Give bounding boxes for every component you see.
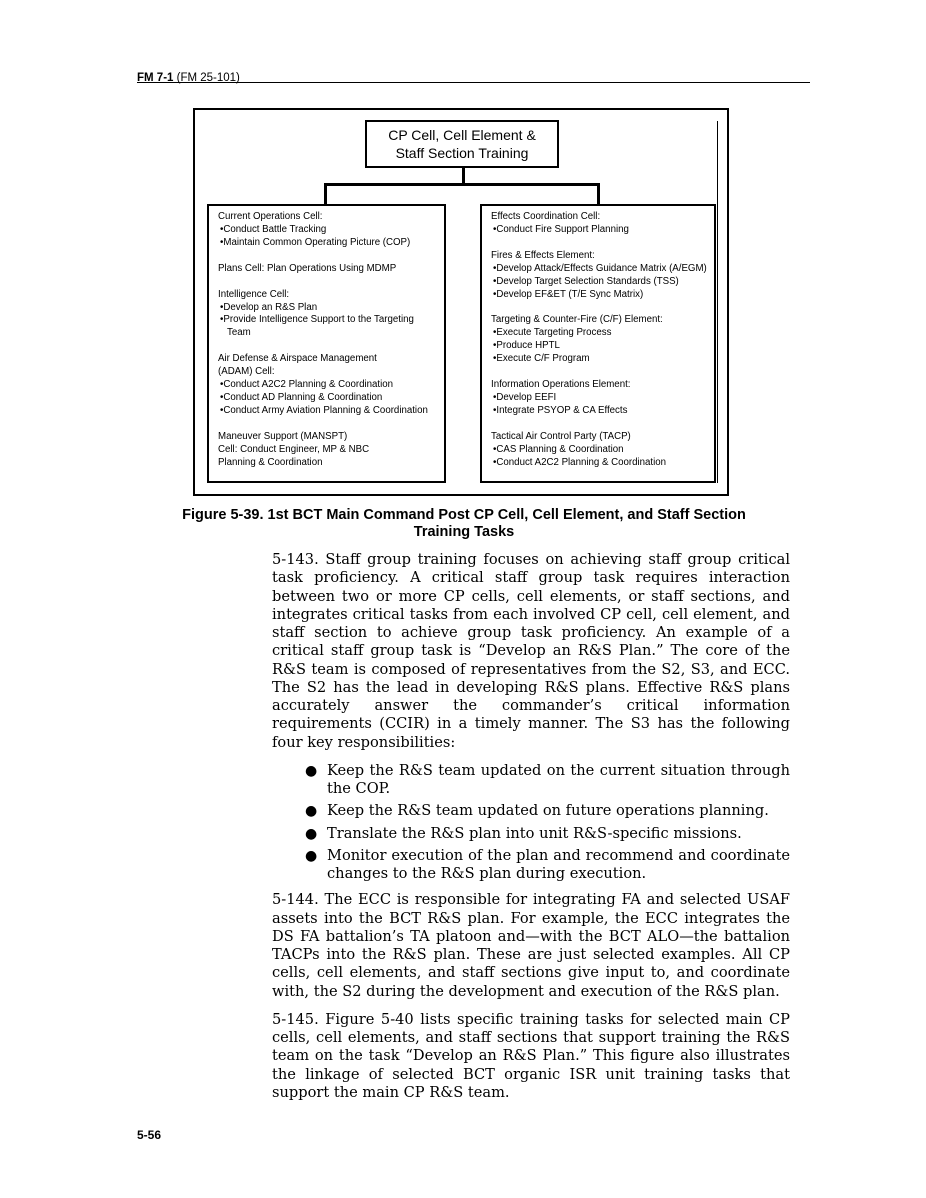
bullet-icon: ● <box>305 825 318 842</box>
caption-line2: Training Tasks <box>413 524 515 540</box>
figure-inner-line <box>717 121 718 483</box>
right-task-panel <box>480 204 716 483</box>
task-item: •Develop Target Selection Standards (TSS) <box>493 275 679 287</box>
task-item: •Conduct A2C2 Planning & Coordination <box>220 379 394 391</box>
task-item: •Maintain Common Operating Picture (COP) <box>220 236 411 248</box>
bullet-icon: • <box>493 404 497 416</box>
bullet-icon: • <box>220 314 224 326</box>
bullet-icon: • <box>220 404 224 416</box>
bullet-icon: • <box>493 353 497 365</box>
bullet-icon: • <box>493 288 497 300</box>
bullet-icon: • <box>220 236 224 248</box>
task-group-heading: (ADAM) Cell: <box>218 366 275 378</box>
connector-horizontal <box>324 183 599 186</box>
task-group-heading: Maneuver Support (MANSPT) <box>218 430 348 442</box>
bullet-icon: • <box>493 275 497 287</box>
page-number: 5-56 <box>137 1128 162 1142</box>
manual-number: FM 7-1 <box>137 72 174 84</box>
connector-left-drop <box>324 183 327 205</box>
task-group <box>491 211 708 237</box>
task-group <box>218 353 438 418</box>
task-group-heading: Cell: Conduct Engineer, MP & NBC <box>218 443 370 455</box>
task-group-heading: Fires & Effects Element: <box>491 249 595 261</box>
bullet-icon: • <box>493 223 497 235</box>
bullet-icon: • <box>493 340 497 352</box>
task-item: •Develop Attack/Effects Guidance Matrix (A/EGM) <box>493 262 707 274</box>
task-item: •Execute C/F Program <box>493 353 590 365</box>
task-group <box>218 263 438 276</box>
task-item: •Conduct Battle Tracking <box>220 223 327 235</box>
body-text <box>272 551 790 1112</box>
task-item: •Conduct Fire Support Planning <box>493 223 629 235</box>
task-group <box>218 289 438 341</box>
task-item: •Execute Targeting Process <box>493 327 612 339</box>
task-item: •Develop EEFI <box>493 391 557 403</box>
list-item: ● Keep the R&S team updated on the current situation through the COP. <box>305 761 790 797</box>
bullet-icon: • <box>493 327 497 339</box>
list-item: ● Keep the R&S team updated on future operations planning. <box>305 802 769 820</box>
task-group-heading: Targeting & Counter-Fire (C/F) Element: <box>491 314 663 326</box>
paragraph-5-143: 5-143. Staff group training focuses on achieving staff group critical task proficiency. A critical staff group task requires interaction between two or more CP cells, cell elements, or staff sections, and integrates critical tasks from each involved CP cell, cell element, and staff section to achieve group task proficiency. An example of a critical staff group task is “Develop an R&S Plan.” The core of the R&S team is composed of representatives from the S2, S3, and ECC. The S2 has the lead in developing R&S plans. Effective R&S plans accurately answer the commander’s critical information requirements (CCIR) in a timely manner. The S3 has the following four key responsibilities: <box>272 551 790 751</box>
connector-right-drop <box>597 183 600 205</box>
task-group-heading: Planning & Coordination <box>218 456 323 468</box>
left-task-panel <box>207 204 446 483</box>
header-rule <box>137 82 810 83</box>
figure-title-line2: Staff Section Training <box>395 145 529 161</box>
figure-title-line1: CP Cell, Cell Element & <box>388 127 536 143</box>
task-group <box>218 211 438 250</box>
task-item: •Provide Intelligence Support to the Targeting Team <box>220 314 414 339</box>
task-group <box>491 250 708 302</box>
task-group <box>218 431 438 470</box>
task-item: •Develop an R&S Plan <box>220 301 318 313</box>
task-item: •Produce HPTL <box>493 340 560 352</box>
task-group-heading: Current Operations Cell: <box>218 211 323 222</box>
task-group-heading: Information Operations Element: <box>491 379 631 391</box>
bullet-icon: • <box>220 379 224 391</box>
superseded-manual: (FM 25-101) <box>176 72 240 84</box>
task-group-heading: Tactical Air Control Party (TACP) <box>491 430 631 442</box>
task-group <box>491 431 708 470</box>
task-item: •Conduct AD Planning & Coordination <box>220 391 383 403</box>
bullet-icon: • <box>220 301 224 313</box>
task-group-heading: Air Defense & Airspace Management <box>218 353 377 365</box>
bullet-icon: • <box>493 391 497 403</box>
task-group-heading: Plans Cell: Plan Operations Using MDMP <box>218 262 397 274</box>
task-item: •Develop EF&ET (T/E Sync Matrix) <box>493 288 644 300</box>
task-item: •Conduct A2C2 Planning & Coordination <box>493 456 667 468</box>
bullet-icon: • <box>493 443 497 455</box>
running-header <box>137 72 810 90</box>
responsibility-list <box>272 762 790 884</box>
figure-title-box <box>365 120 559 168</box>
paragraph-5-145: 5-145. Figure 5-40 lists specific training tasks for selected main CP cells, cell elements, and staff sections that support training the R&S team on the task “Develop an R&S Plan.” This figure also illustrates the linkage of selected BCT organic ISR unit training tasks that support the main CP R&S team. <box>272 1010 790 1101</box>
figure-caption <box>160 507 768 541</box>
task-item: •CAS Planning & Coordination <box>493 443 624 455</box>
task-item: •Integrate PSYOP & CA Effects <box>493 404 628 416</box>
bullet-icon: • <box>493 456 497 468</box>
task-group <box>491 314 708 366</box>
task-group-heading: Intelligence Cell: <box>218 288 290 300</box>
bullet-icon: • <box>220 391 224 403</box>
task-group <box>491 379 708 418</box>
task-item: •Conduct Army Aviation Planning & Coordination <box>220 404 428 416</box>
connector-stem <box>462 168 465 184</box>
bullet-icon: ● <box>305 762 318 779</box>
bullet-icon: • <box>493 262 497 274</box>
caption-line1: Figure 5-39. 1st BCT Main Command Post CP Cell, Cell Element, and Staff Section <box>182 507 746 523</box>
paragraph-5-144: 5-144. The ECC is responsible for integrating FA and selected USAF assets into the BCT R&S plan. For example, the ECC integrates the DS FA battalion’s TA platoon and—with the BCT ALO—the battalion TACPs into the R&S plan. These are just selected examples. All CP cells, cell elements, and staff sections give input to, and coordinate with, the S2 during the development and execution of the R&S plan. <box>272 891 790 1000</box>
task-group-heading: Effects Coordination Cell: <box>491 211 601 222</box>
bullet-icon: • <box>220 223 224 235</box>
bullet-icon: ● <box>305 847 318 864</box>
list-item: ● Monitor execution of the plan and recommend and coordinate changes to the R&S plan during execution. <box>305 846 790 882</box>
list-item: ● Translate the R&S plan into unit R&S-specific missions. <box>305 824 742 842</box>
bullet-icon: ● <box>305 803 318 820</box>
